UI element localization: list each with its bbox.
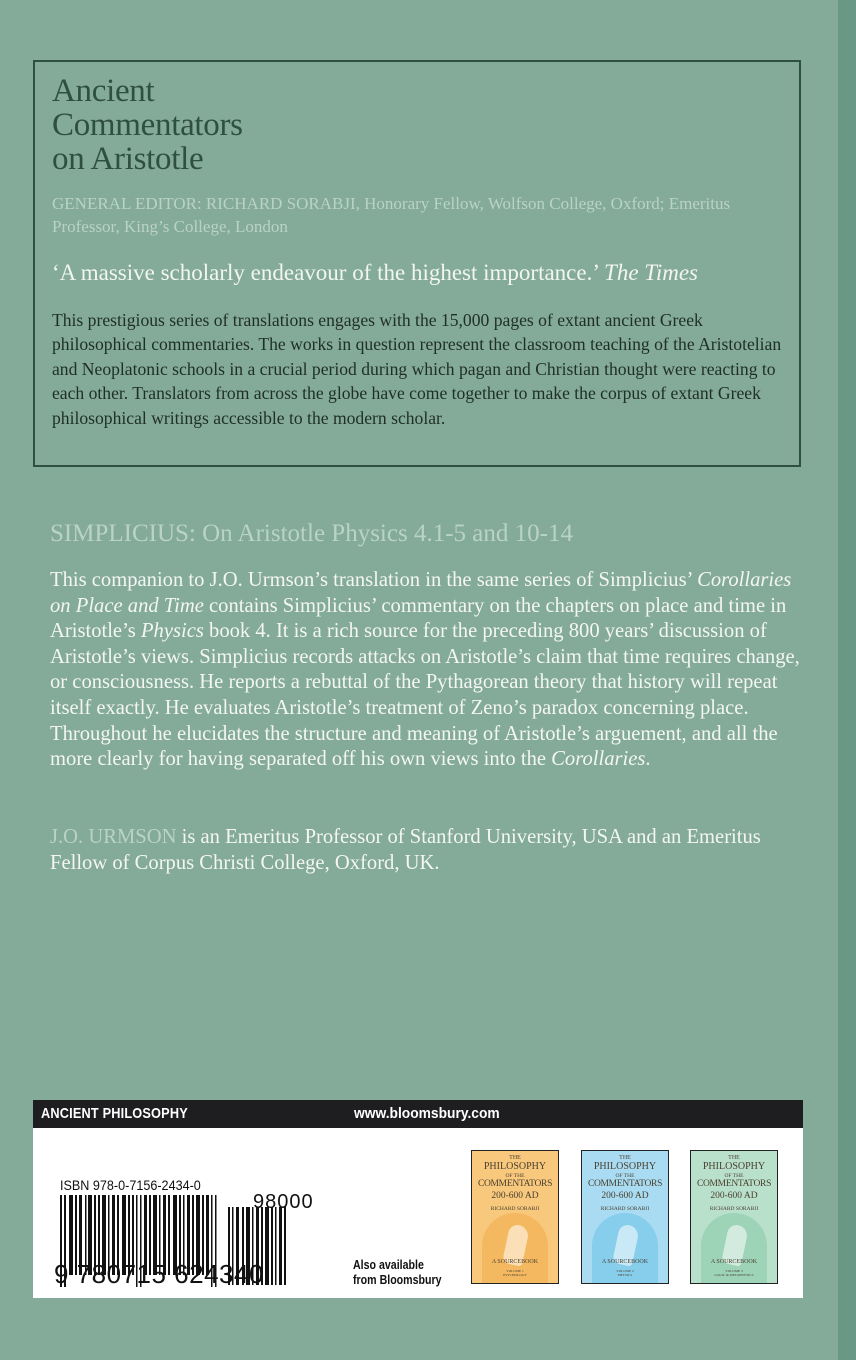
volume-text: OF THE (505, 1173, 525, 1179)
isbn-barcode (54, 1177, 314, 1292)
publisher-website-link[interactable]: www.bloomsbury.com (354, 1105, 500, 1122)
series-title-line: Commentators (52, 107, 243, 143)
subject-category: ANCIENT PHILOSOPHY (41, 1105, 188, 1122)
volume-subtitle: A SOURCEBOOK (710, 1259, 758, 1265)
book-title-text: On Aristotle Physics 4.1-5 and 10-14 (202, 520, 573, 547)
general-editor-credit: GENERAL EDITOR: RICHARD SORABJI, Honorary Fellow, Wolfson College, Oxford; Emeritus Professor, King’s College, London (52, 194, 731, 236)
desc-text: contains Simplicius’ commentary on the chapters on place and time in Aristotle’s (50, 594, 787, 643)
also-available-label (353, 1258, 442, 1288)
publisher-bar (33, 1100, 803, 1128)
quote-text: ‘A massive scholarly endeavour of the highest importance.’ (52, 260, 599, 285)
series-title (52, 74, 243, 176)
volume-text: OF THE (724, 1173, 744, 1179)
volume-dates: 200-600 AD (491, 1191, 539, 1201)
isbn-label: ISBN 978-0-7156-2434-0 (60, 1177, 201, 1193)
desc-italic-title: Corollaries on Place and Time (50, 569, 792, 617)
book-author-label: SIMPLICIUS: (50, 520, 196, 547)
volume-text: OF THE (615, 1173, 635, 1179)
book-spine-edge (838, 0, 856, 1360)
volume-title: PHILOSOPHY (593, 1161, 657, 1172)
volume-dates: 200-600 AD (601, 1191, 649, 1201)
series-title-line: on Aristotle (52, 141, 204, 177)
series-title-line: Ancient (52, 73, 155, 109)
volume-title: PHILOSOPHY (483, 1161, 547, 1172)
desc-text: book 4. It is a rich source for the preceding 800 years’ discussion of Aristotle’s views. Simplicius records attacks on Aristotle’s claim that time requires change, or consciousness. He reports a rebuttal of the Pythagorean theory that history will repeat itself exactly. He evaluates Aristotle’s treatment of Zeno’s paradox concerning place. Throughout he elucidates the structure and meaning of Aristotle’s arguement, and all the more clearly for having separated off his own views into the (50, 620, 800, 771)
translator-bio-text: is an Emeritus Professor of Stanford University, USA and an Emeritus Fellow of Corpus Christi College, Oxford, UK. (50, 826, 761, 874)
quote-source: The Times (604, 260, 698, 285)
volume-number: VOLUME 1 PSYCHOLOGY (503, 1269, 527, 1277)
volume-dates: 200-600 AD (710, 1191, 758, 1201)
volume-author: RICHARD SORABJI (490, 1206, 540, 1212)
related-volume-1-cover[interactable] (471, 1150, 559, 1284)
desc-text: This companion to J.O. Urmson’s translation in the same series of Simplicius’ (50, 569, 698, 591)
desc-italic-title: Corollaries (551, 748, 646, 771)
book-description (50, 568, 810, 773)
desc-text: . (645, 748, 651, 771)
series-info-box (33, 60, 801, 467)
desc-italic-title: Physics (140, 620, 204, 643)
ean-digits: 9 780715 624340 (54, 1259, 264, 1289)
series-description: This prestigious series of translations engages with the 15,000 pages of extant ancient Greek philosophical commentaries. The works in question represent the classroom teaching of the Aristotelian and Neoplatonic schools in a crucial period during which pagan and Christian thought were reacting to each other. Translators from across the globe have come together to make the corpus of extant Greek philosophical writings accessible to the modern scholar. (52, 310, 782, 428)
volume-subtitle: A SOURCEBOOK (491, 1259, 539, 1265)
volume-text: THE (728, 1155, 740, 1161)
also-available-line: from Bloomsbury (353, 1273, 442, 1287)
volume-number: VOLUME 3 LOGIC & METAPHYSICS (714, 1269, 754, 1277)
book-title (50, 520, 573, 548)
volume-subtitle: A SOURCEBOOK (601, 1259, 649, 1265)
related-volume-2-cover[interactable] (581, 1150, 669, 1284)
volume-title: COMMENTATORS (477, 1179, 553, 1189)
volume-title: COMMENTATORS (696, 1179, 772, 1189)
related-volume-3-cover[interactable] (690, 1150, 778, 1284)
translator-name: J.O. URMSON (50, 826, 177, 848)
volume-number: VOLUME 2 PHYSICS (616, 1269, 634, 1277)
volume-title: COMMENTATORS (587, 1179, 663, 1189)
volume-author: RICHARD SORABJI (600, 1206, 650, 1212)
translator-bio (50, 825, 810, 876)
also-available-line: Also available (353, 1258, 424, 1272)
volume-text: THE (619, 1155, 631, 1161)
volume-text: THE (509, 1155, 521, 1161)
volume-title: PHILOSOPHY (702, 1161, 766, 1172)
price-addon-number: 98000 (253, 1191, 314, 1213)
volume-author: RICHARD SORABJI (709, 1206, 759, 1212)
review-quote (52, 260, 792, 286)
